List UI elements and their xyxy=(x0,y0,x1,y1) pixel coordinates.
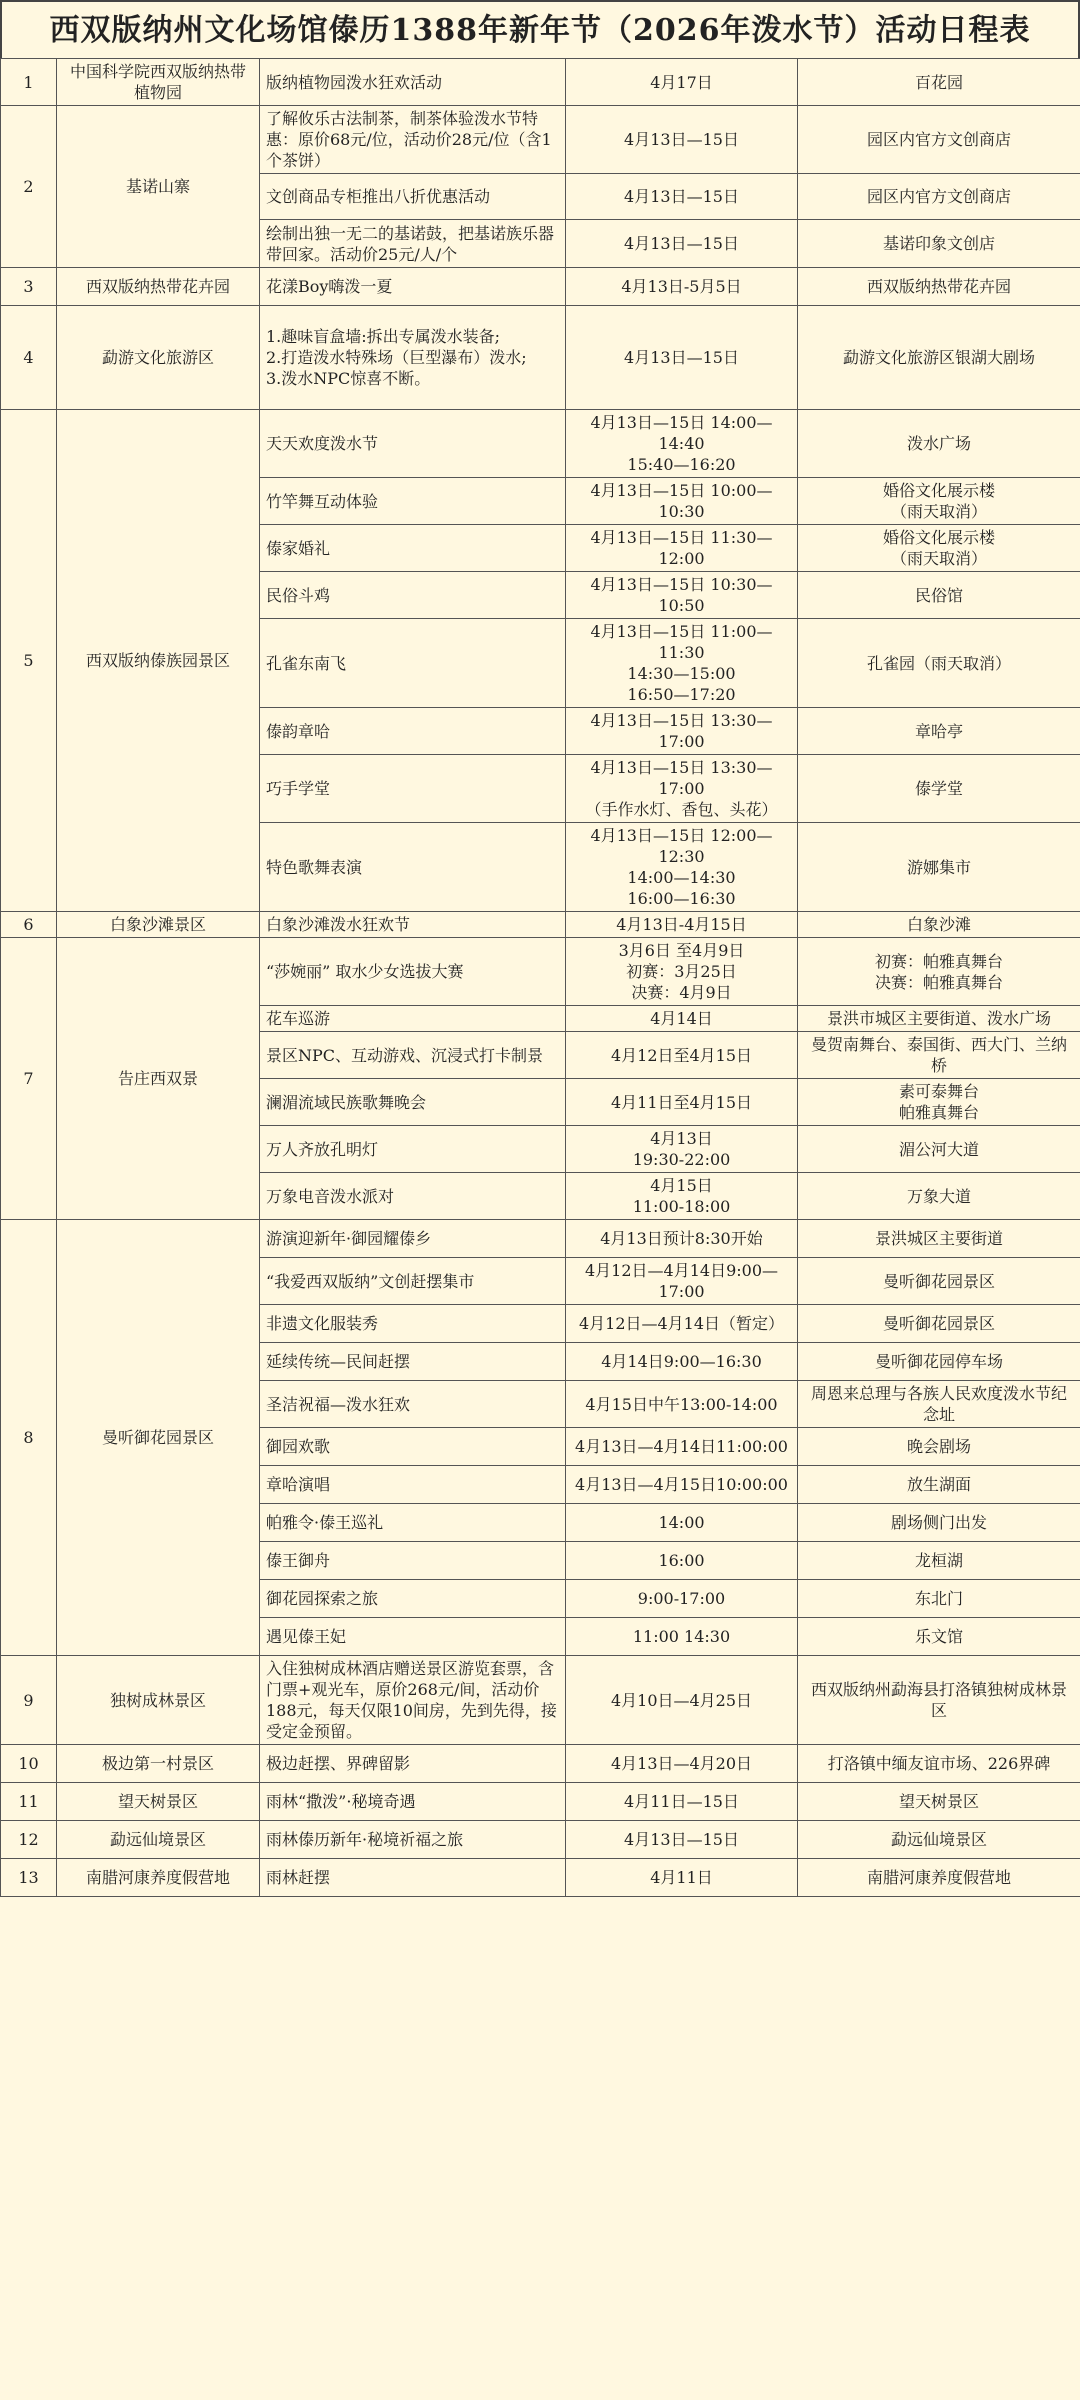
table-row xyxy=(1,1783,1080,1821)
activity-name: 非遗文化服装秀 xyxy=(260,1305,566,1343)
activity-location: 湄公河大道 xyxy=(798,1126,1080,1173)
activity-time: 4月12日至4月15日 xyxy=(566,1032,798,1079)
activity-time: 4月11日—15日 xyxy=(566,1783,798,1821)
activity-time: 4月13日—4月20日 xyxy=(566,1745,798,1783)
activity-location: 百花园 xyxy=(798,59,1080,106)
activity-location: 游娜集市 xyxy=(798,823,1080,912)
activity-location: 白象沙滩 xyxy=(798,912,1080,938)
activity-name: 延续传统—民间赶摆 xyxy=(260,1343,566,1381)
activity-time: 4月13日—15日 xyxy=(566,220,798,268)
row-number: 5 xyxy=(1,410,57,912)
activity-name: 特色歌舞表演 xyxy=(260,823,566,912)
activity-time: 4月13日—15日 xyxy=(566,106,798,174)
activity-name: 版纳植物园泼水狂欢活动 xyxy=(260,59,566,106)
activity-time: 4月13日—4月14日11:00:00 xyxy=(566,1428,798,1466)
table-row xyxy=(1,1220,1080,1258)
activity-name: 入住独树成林酒店赠送景区游览套票，含门票+观光车，原价268元/间，活动价188元，每天仅限10间房，先到先得，接受定金预留。 xyxy=(260,1656,566,1745)
activity-location: 龙桓湖 xyxy=(798,1542,1080,1580)
row-number: 2 xyxy=(1,106,57,268)
activity-location: 东北门 xyxy=(798,1580,1080,1618)
table-row xyxy=(1,1821,1080,1859)
venue-name: 勐远仙境景区 xyxy=(57,1821,260,1859)
activity-location: 曼听御花园景区 xyxy=(798,1258,1080,1305)
activity-time: 3月6日 至4月9日 初赛：3月25日 决赛：4月9日 xyxy=(566,938,798,1006)
activity-name: 章哈演唱 xyxy=(260,1466,566,1504)
row-number: 7 xyxy=(1,938,57,1220)
venue-name: 望天树景区 xyxy=(57,1783,260,1821)
activity-time: 4月13日-4月15日 xyxy=(566,912,798,938)
activity-location: 勐远仙境景区 xyxy=(798,1821,1080,1859)
activity-location: 章哈亭 xyxy=(798,708,1080,755)
table-row xyxy=(1,59,1080,106)
activity-location: 曼贺南舞台、泰国街、西大门、兰纳桥 xyxy=(798,1032,1080,1079)
activity-name: 傣家婚礼 xyxy=(260,525,566,572)
activity-time: 4月13日—15日 14:00—14:40 15:40—16:20 xyxy=(566,410,798,478)
activity-time: 4月15日中午13:00-14:00 xyxy=(566,1381,798,1428)
venue-name: 曼听御花园景区 xyxy=(57,1220,260,1656)
activity-time: 4月13日预计8:30开始 xyxy=(566,1220,798,1258)
activity-name: 万象电音泼水派对 xyxy=(260,1173,566,1220)
activity-name: 万人齐放孔明灯 xyxy=(260,1126,566,1173)
row-number: 6 xyxy=(1,912,57,938)
activity-name: 花漾Boy嗨泼一夏 xyxy=(260,268,566,306)
activity-time: 4月11日至4月15日 xyxy=(566,1079,798,1126)
table-row xyxy=(1,306,1080,410)
activity-location: 初赛：帕雅真舞台 决赛：帕雅真舞台 xyxy=(798,938,1080,1006)
activity-time: 4月13日—15日 10:00—10:30 xyxy=(566,478,798,525)
activity-time: 16:00 xyxy=(566,1542,798,1580)
activity-time: 4月13日—15日 12:00—12:30 14:00—14:30 16:00—16:30 xyxy=(566,823,798,912)
activity-name: 雨林“撒泼”·秘境奇遇 xyxy=(260,1783,566,1821)
activity-time: 4月14日 xyxy=(566,1006,798,1032)
activity-name: 帕雅令·傣王巡礼 xyxy=(260,1504,566,1542)
activity-name: 御园欢歌 xyxy=(260,1428,566,1466)
activity-time: 4月13日—15日 10:30—10:50 xyxy=(566,572,798,619)
activity-name: 圣洁祝福—泼水狂欢 xyxy=(260,1381,566,1428)
activity-name: 民俗斗鸡 xyxy=(260,572,566,619)
venue-name: 西双版纳傣族园景区 xyxy=(57,410,260,912)
row-number: 1 xyxy=(1,59,57,106)
activity-time: 4月14日9:00—16:30 xyxy=(566,1343,798,1381)
activity-time: 4月10日—4月25日 xyxy=(566,1656,798,1745)
activity-time: 4月17日 xyxy=(566,59,798,106)
page-title: 西双版纳州文化场馆傣历1388年新年节（2026年泼水节）活动日程表 xyxy=(0,0,1080,58)
venue-name: 西双版纳热带花卉园 xyxy=(57,268,260,306)
activity-time: 4月13日-5月5日 xyxy=(566,268,798,306)
activity-location: 曼听御花园景区 xyxy=(798,1305,1080,1343)
activity-name: “莎婉丽” 取水少女选拔大赛 xyxy=(260,938,566,1006)
row-number: 8 xyxy=(1,1220,57,1656)
activity-location: 西双版纳州勐海县打洛镇独树成林景区 xyxy=(798,1656,1080,1745)
activity-location: 婚俗文化展示楼 （雨天取消） xyxy=(798,525,1080,572)
activity-time: 4月13日—15日 11:30—12:00 xyxy=(566,525,798,572)
activity-time: 4月15日 11:00-18:00 xyxy=(566,1173,798,1220)
venue-name: 勐游文化旅游区 xyxy=(57,306,260,410)
activity-name: 御花园探索之旅 xyxy=(260,1580,566,1618)
activity-location: 孔雀园（雨天取消） xyxy=(798,619,1080,708)
activity-location: 乐文馆 xyxy=(798,1618,1080,1656)
activity-location: 望天树景区 xyxy=(798,1783,1080,1821)
venue-name: 极边第一村景区 xyxy=(57,1745,260,1783)
venue-name: 南腊河康养度假营地 xyxy=(57,1859,260,1897)
table-row xyxy=(1,1859,1080,1897)
activity-name: 傣王御舟 xyxy=(260,1542,566,1580)
table-row xyxy=(1,1656,1080,1745)
row-number: 11 xyxy=(1,1783,57,1821)
activity-location: 景洪城区主要街道 xyxy=(798,1220,1080,1258)
table-row xyxy=(1,410,1080,478)
activity-location: 婚俗文化展示楼 （雨天取消） xyxy=(798,478,1080,525)
activity-location: 勐游文化旅游区银湖大剧场 xyxy=(798,306,1080,410)
row-number: 13 xyxy=(1,1859,57,1897)
table-row xyxy=(1,938,1080,1006)
activity-name: 1.趣味盲盒墙:拆出专属泼水装备; 2.打造泼水特殊场（巨型瀑布）泼水; 3.泼水NPC惊喜不断。 xyxy=(260,306,566,410)
activity-location: 曼听御花园停车场 xyxy=(798,1343,1080,1381)
schedule-table xyxy=(0,58,1080,1897)
activity-time: 11:00 14:30 xyxy=(566,1618,798,1656)
activity-name: 天天欢度泼水节 xyxy=(260,410,566,478)
activity-name: 雨林赶摆 xyxy=(260,1859,566,1897)
activity-name: 游演迎新年·御园耀傣乡 xyxy=(260,1220,566,1258)
activity-name: 竹竿舞互动体验 xyxy=(260,478,566,525)
activity-time: 4月13日—15日 11:00—11:30 14:30—15:00 16:50—17:20 xyxy=(566,619,798,708)
activity-location: 万象大道 xyxy=(798,1173,1080,1220)
activity-time: 4月13日—15日 xyxy=(566,1821,798,1859)
activity-time: 4月12日—4月14日9:00— 17:00 xyxy=(566,1258,798,1305)
activity-location: 放生湖面 xyxy=(798,1466,1080,1504)
venue-name: 独树成林景区 xyxy=(57,1656,260,1745)
activity-name: 绘制出独一无二的基诺鼓，把基诺族乐器带回家。活动价25元/人/个 xyxy=(260,220,566,268)
activity-name: 花车巡游 xyxy=(260,1006,566,1032)
activity-location: 周恩来总理与各族人民欢度泼水节纪念址 xyxy=(798,1381,1080,1428)
activity-time: 4月13日—15日 xyxy=(566,306,798,410)
activity-name: 孔雀东南飞 xyxy=(260,619,566,708)
activity-time: 4月13日—4月15日10:00:00 xyxy=(566,1466,798,1504)
activity-name: 澜湄流域民族歌舞晚会 xyxy=(260,1079,566,1126)
venue-name: 基诺山寨 xyxy=(57,106,260,268)
activity-location: 泼水广场 xyxy=(798,410,1080,478)
row-number: 12 xyxy=(1,1821,57,1859)
activity-time: 4月12日—4月14日（暂定） xyxy=(566,1305,798,1343)
activity-location: 素可泰舞台 帕雅真舞台 xyxy=(798,1079,1080,1126)
table-row xyxy=(1,268,1080,306)
activity-name: 了解攸乐古法制茶，制茶体验泼水节特惠：原价68元/位，活动价28元/位（含1个茶饼） xyxy=(260,106,566,174)
activity-location: 晚会剧场 xyxy=(798,1428,1080,1466)
row-number: 3 xyxy=(1,268,57,306)
table-row xyxy=(1,912,1080,938)
activity-name: 景区NPC、互动游戏、沉浸式打卡制景 xyxy=(260,1032,566,1079)
row-number: 4 xyxy=(1,306,57,410)
activity-time: 4月13日—15日 13:30—17:00 （手作水灯、香包、头花） xyxy=(566,755,798,823)
activity-name: 文创商品专柜推出八折优惠活动 xyxy=(260,174,566,220)
activity-name: 巧手学堂 xyxy=(260,755,566,823)
activity-name: 白象沙滩泼水狂欢节 xyxy=(260,912,566,938)
activity-name: 雨林傣历新年·秘境祈福之旅 xyxy=(260,1821,566,1859)
activity-location: 剧场侧门出发 xyxy=(798,1504,1080,1542)
activity-name: 遇见傣王妃 xyxy=(260,1618,566,1656)
table-row xyxy=(1,106,1080,174)
activity-time: 14:00 xyxy=(566,1504,798,1542)
venue-name: 白象沙滩景区 xyxy=(57,912,260,938)
table-row xyxy=(1,1745,1080,1783)
activity-time: 4月13日 19:30-22:00 xyxy=(566,1126,798,1173)
row-number: 9 xyxy=(1,1656,57,1745)
activity-location: 西双版纳热带花卉园 xyxy=(798,268,1080,306)
activity-name: 极边赶摆、界碑留影 xyxy=(260,1745,566,1783)
activity-time: 4月13日—15日 13:30—17:00 xyxy=(566,708,798,755)
activity-location: 傣学堂 xyxy=(798,755,1080,823)
activity-location: 景洪市城区主要街道、泼水广场 xyxy=(798,1006,1080,1032)
activity-location: 基诺印象文创店 xyxy=(798,220,1080,268)
activity-location: 民俗馆 xyxy=(798,572,1080,619)
activity-location: 园区内官方文创商店 xyxy=(798,106,1080,174)
activity-time: 4月13日—15日 xyxy=(566,174,798,220)
venue-name: 告庄西双景 xyxy=(57,938,260,1220)
activity-time: 9:00-17:00 xyxy=(566,1580,798,1618)
activity-location: 园区内官方文创商店 xyxy=(798,174,1080,220)
activity-name: 傣韵章哈 xyxy=(260,708,566,755)
activity-location: 打洛镇中缅友谊市场、226界碑 xyxy=(798,1745,1080,1783)
activity-location: 南腊河康养度假营地 xyxy=(798,1859,1080,1897)
row-number: 10 xyxy=(1,1745,57,1783)
venue-name: 中国科学院西双版纳热带植物园 xyxy=(57,59,260,106)
activity-name: “我爱西双版纳”文创赶摆集市 xyxy=(260,1258,566,1305)
activity-time: 4月11日 xyxy=(566,1859,798,1897)
